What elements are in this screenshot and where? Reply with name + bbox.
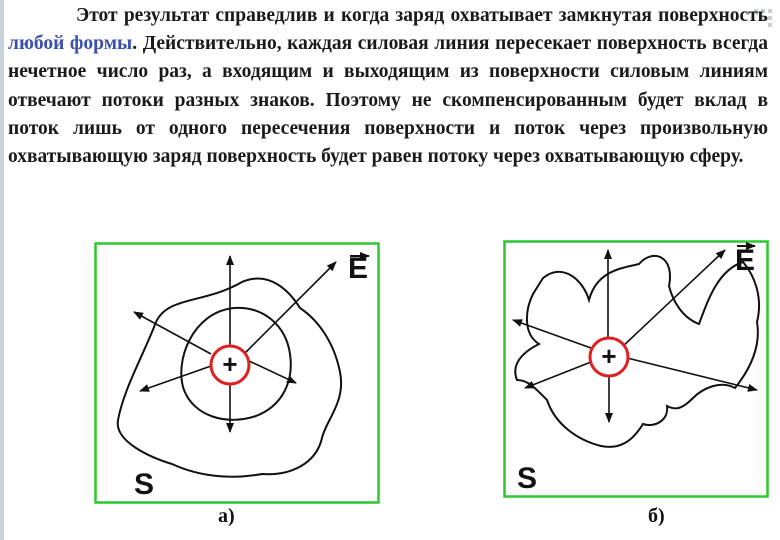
irregular-surface	[515, 256, 759, 447]
slide-edge	[0, 0, 4, 540]
figure-frame	[505, 242, 768, 497]
surface-label: S	[517, 462, 538, 495]
figure-b	[503, 240, 769, 498]
charge-sign: +	[222, 349, 238, 379]
body-paragraph	[8, 2, 768, 171]
surface-label: S	[134, 468, 155, 501]
paragraph-text-1: Этот результат справедлив и когда заряд охватывает замкнутая поверхность	[76, 5, 768, 26]
caption-b: б)	[648, 505, 665, 527]
caption-a: а)	[218, 505, 235, 527]
highlight-phrase: любой формы	[8, 33, 133, 55]
field-label: E	[735, 244, 756, 277]
field-label: E	[348, 252, 369, 285]
paragraph-text-2: . Действительно, каждая силовая линия пересекает поверхность всегда нечетное число раз, а входящим и выходящим из поверхности силовым линиям отвечают потоки разных знаков. Поэтому не скомпенсированным будет вклад в поток лишь от одного пересечения поверхности и поток через произвольную охватывающую заряд поверхность будет равен потоку через охватывающую сферу.	[8, 33, 768, 168]
figure-a	[94, 242, 380, 504]
field-lines	[513, 250, 757, 422]
charge-sign: +	[601, 341, 617, 371]
field-lines	[134, 256, 336, 432]
